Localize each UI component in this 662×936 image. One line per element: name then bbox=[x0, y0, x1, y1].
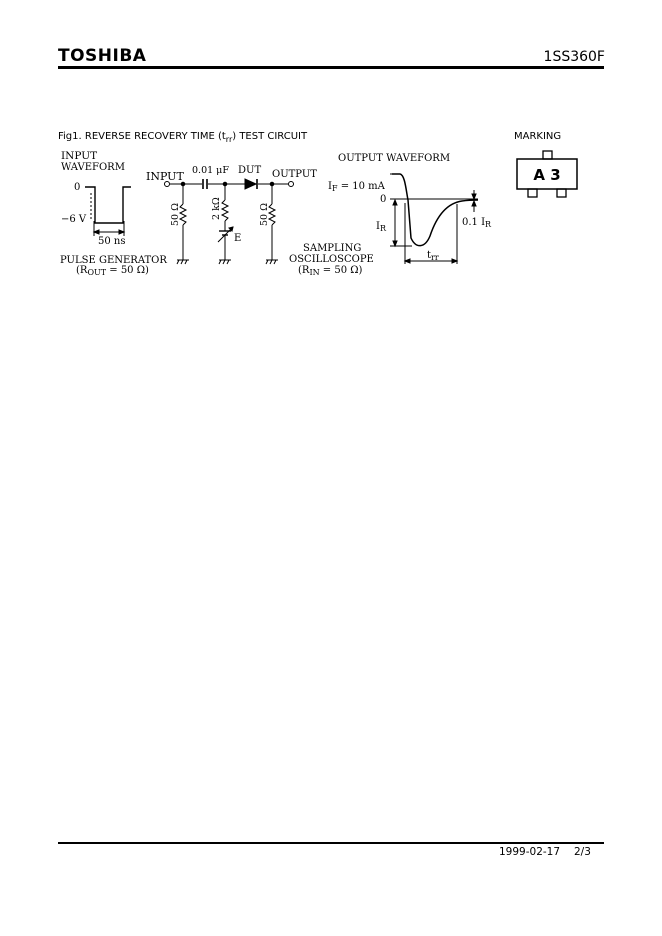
part-number: 1SS360F bbox=[543, 49, 605, 65]
test-circuit-diagram bbox=[0, 0, 662, 320]
generator-label: PULSE GENERATOR bbox=[60, 255, 167, 266]
circuit-input-label: INPUT bbox=[146, 170, 184, 183]
trr-label: $t_{rr}$ bbox=[427, 250, 439, 262]
caption-suffix: ) TEST CIRCUIT bbox=[232, 131, 308, 142]
input-waveform-title-1: INPUT bbox=[61, 150, 98, 162]
output-waveform-title: OUTPUT WAVEFORM bbox=[338, 153, 451, 164]
footer-date: 1999-02-17 bbox=[499, 846, 561, 858]
circuit-wiring bbox=[165, 179, 294, 264]
dut-label: DUT bbox=[238, 165, 262, 176]
caption-sub: rr bbox=[225, 135, 233, 144]
ir01-label: 0.1 $I_R$ bbox=[462, 217, 492, 229]
r2-label: 2 kΩ bbox=[211, 197, 222, 220]
e-label: E bbox=[234, 233, 242, 244]
footer-rule bbox=[58, 842, 604, 844]
if-label: $I_F = 10$ mA bbox=[328, 181, 385, 193]
input-zero-label: 0 bbox=[74, 182, 81, 193]
input-width-label: 50 ns bbox=[98, 236, 126, 247]
scope-label-2: OSCILLOSCOPE bbox=[289, 254, 374, 265]
r3-label: 50 Ω bbox=[259, 203, 270, 226]
r1-label: 50 Ω bbox=[170, 203, 181, 226]
footer-page-number: 2/3 bbox=[574, 846, 591, 858]
capacitor-label: 0.01 μF bbox=[192, 165, 229, 176]
scope-resistance: ($R_{IN} = 50$ Ω) bbox=[298, 265, 363, 277]
circuit-output-label: OUTPUT bbox=[272, 169, 317, 180]
marking-label: MARKING bbox=[514, 131, 562, 142]
brand-logo: TOSHIBA bbox=[58, 46, 147, 66]
generator-resistance: ($R_{OUT} = 50$ Ω) bbox=[76, 265, 149, 277]
input-waveform bbox=[85, 187, 131, 236]
output-zero-label: 0 bbox=[380, 194, 387, 205]
resistor-2k-ohm bbox=[222, 200, 228, 221]
input-neg-label: −6 V bbox=[61, 214, 87, 225]
diode-symbol bbox=[245, 179, 256, 189]
caption-prefix: Fig1. REVERSE RECOVERY TIME (t bbox=[58, 131, 226, 142]
input-waveform-title-2: WAVEFORM bbox=[61, 162, 125, 173]
marking-code: A 3 bbox=[533, 166, 561, 184]
scope-label-1: SAMPLING bbox=[303, 243, 362, 254]
ir-label: $I_R$ bbox=[376, 221, 386, 233]
